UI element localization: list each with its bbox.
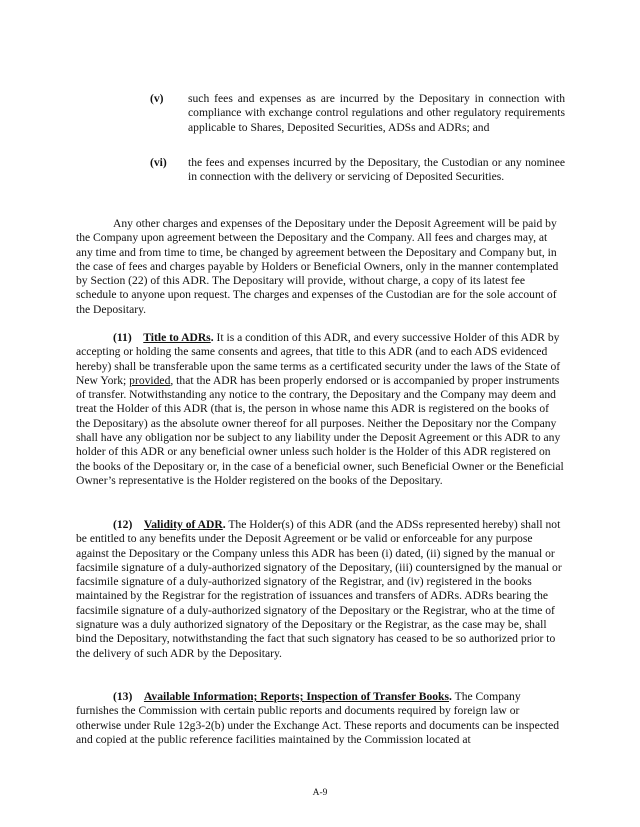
list-item-text: such fees and expenses as are incurred by the Depositary in connection with compliance with exchange control regulations and other regulatory requirements applicable to Shares, Deposited Securities, ADSs and ADRs; and xyxy=(188,92,565,134)
section-12 xyxy=(76,518,565,661)
section-11-heading: (11) Title to ADRs. xyxy=(113,331,214,344)
list-item-number: (vi) xyxy=(150,156,167,169)
section-12-number: (12) xyxy=(113,518,133,531)
section-13 xyxy=(76,690,565,747)
section-13-text: The Company furnishes the Commission with certain public reports and documents required by foreign law or otherwise under Rule 12g3-2(b) under the Exchange Act. These reports and documents can be inspected and copied at the public reference facilities maintained by the Commission located at xyxy=(76,690,560,746)
section-11-title: Title to ADRs xyxy=(143,331,211,344)
section-12-title: Validity of ADR xyxy=(143,518,223,531)
charges-paragraph-text: Any other charges and expenses of the Depositary under the Deposit Agreement will be paid by the Company upon agreement between the Depositary and the Company. All fees and charges may, at any time and from time to time, be changed by agreement between the Depositary and Company but, in the case of fees and charges payable by Holders or Beneficial Owners, only in the manner contemplated by Section (22) of this ADR. The Depositary will provide, without charge, a copy of its latest fee schedule to anyone upon request. The charges and expenses of the Custodian are for the sole account of the Depositary. xyxy=(76,217,559,316)
charges-paragraph xyxy=(76,217,565,317)
section-12-text: The Holder(s) of this ADR (and the ADSs represented hereby) shall not be entitled to any benefits under the Deposit Agreement or be valid or enforceable for any purpose against the Depositary or the Company unless this ADR has been (i) dated, (ii) signed by the manual or facsimile signature of a duly-authorized signatory of the Depositary, (iii) countersigned by the manual or facsimile signature of a duly-authorized signatory of the Registrar, and (iv) registered in the books maintained by the Registrar for the registration of issuances and transfers of ADRs. ADRs bearing the facsimile signature of a duly-authorized signatory of the Depositary or the Registrar, who at the time of signature was a duly authorized signatory of the Depositary or the Registrar, as the case may be, shall bind the Depositary, notwithstanding the fact that such signatory has ceased to be so authorized prior to the delivery of such ADR by the Depositary. xyxy=(76,518,562,660)
section-13-heading: (13) Available Information; Reports; Inspection of Transfer Books. xyxy=(113,690,452,703)
section-11-proviso: provided xyxy=(129,373,171,387)
list-item-text: the fees and expenses incurred by the Depositary, the Custodian or any nominee in connection with the delivery or servicing of Deposited Securities. xyxy=(188,156,565,184)
page-number: A-9 xyxy=(312,788,328,798)
section-11 xyxy=(76,331,565,488)
section-13-number: (13) xyxy=(113,690,133,703)
section-11-text-a: It is a condition of this ADR, and every successive Holder of this ADR by accepting or holding the same consents and agrees, that title to this ADR (and to each ADS evidenced hereby) shall be transferable upon the same terms as a certificated security under the laws of the State of New York; xyxy=(76,331,561,387)
section-13-title: Available Information; Reports; Inspection of Transfer Books xyxy=(143,690,450,703)
list-item-number: (v) xyxy=(150,92,164,105)
section-12-heading: (12) Validity of ADR. xyxy=(113,518,226,531)
list-item-v xyxy=(150,92,565,135)
section-11-text-b: , that the ADR has been properly endorsed or is accompanied by proper instruments of transfer. Notwithstanding any notice to the contrary, the Depositary and the Company may deem and treat the Holder of this ADR (that is, the person in whose name this ADR is registered on the books of the Depositary) as the absolute owner thereof for all purposes. Neither the Depositary nor the Company shall have any obligation nor be subject to any liability under the Deposit Agreement or this ADR to any holder of this ADR or any beneficial owner unless such holder is the Holder of this ADR registered on the books of the Depositary or, in the case of a beneficial owner, such Beneficial Owner or the Beneficial Owner’s representative is the Holder registered on the books of the Depositary. xyxy=(76,373,564,487)
list-item-vi xyxy=(150,156,565,185)
section-11-number: (11) xyxy=(113,331,132,344)
